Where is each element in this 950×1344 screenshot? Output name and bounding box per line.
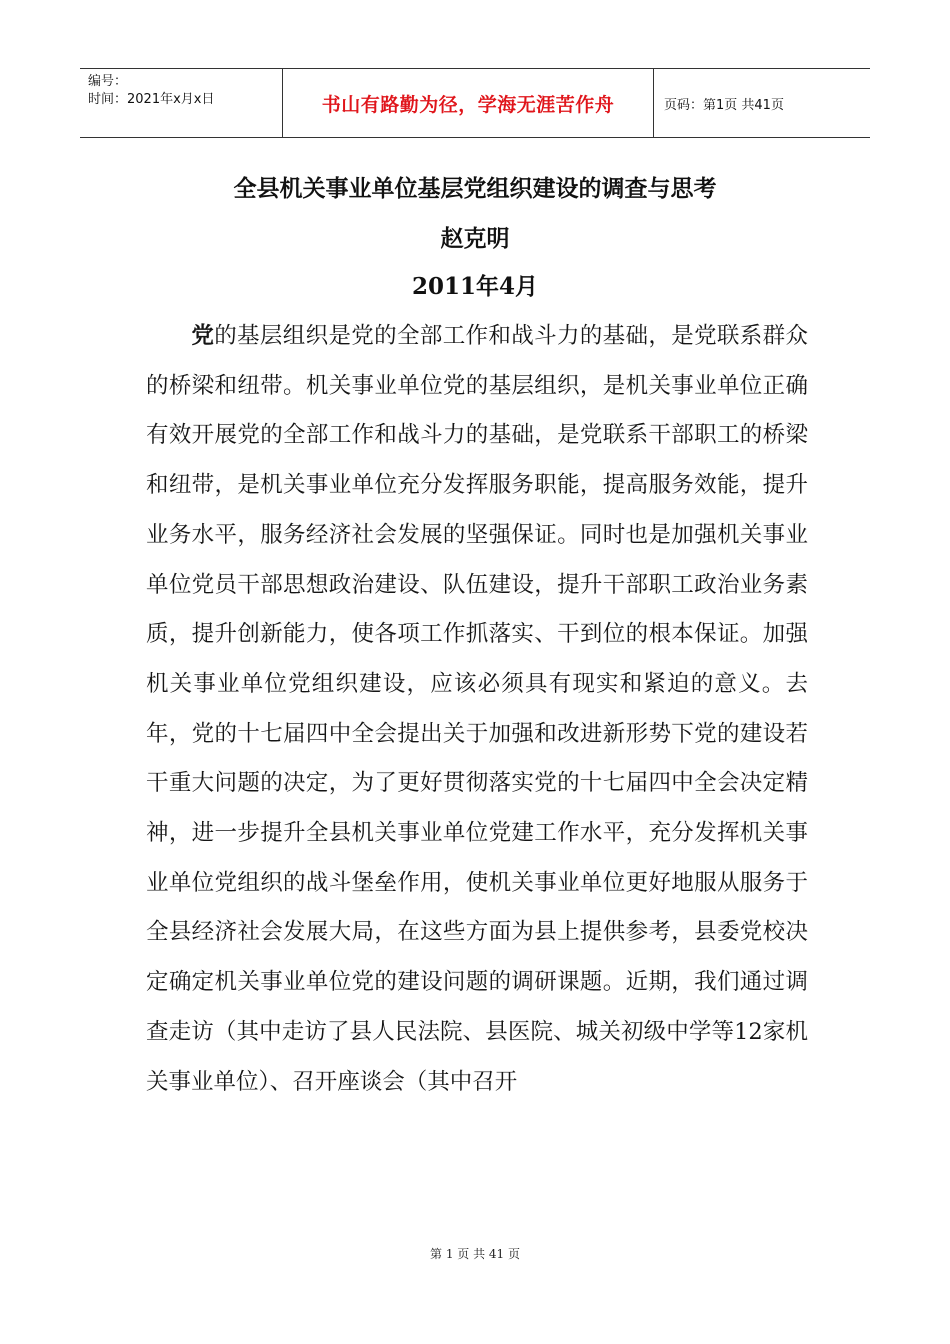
document-author: 赵克明	[440, 225, 510, 252]
time-label: 时间：2021年x月x日	[88, 92, 215, 107]
first-character: 党	[191, 323, 215, 349]
document-header	[80, 68, 870, 138]
body-paragraph	[146, 312, 808, 1107]
document-date: 2011年4月	[411, 273, 539, 300]
paragraph-text: 的基层组织是党的全部工作和战斗力的基础，是党联系群众的桥梁和纽带。机关事业单位党的基层组织，是机关事业单位正确有效开展党的全部工作和战斗力的基础，是党联系干部职工的桥梁和纽带，是机关事业单位充分发挥服务职能，提高服务效能，提升业务水平，服务经济社会发展的坚强保证。同时也是加强机关事业单位党员干部思想政治建设、队伍建设，提升干部职工政治业务素质，提升创新能力，使各项工作抓落实、干到位的根本保证。加强机关事业单位党组织建设，应该必须具有现实和紧迫的意义。去年，党的十七届四中全会提出关于加强和改进新形势下党的建设若干重大问题的决定，为了更好贯彻落实党的十七届四中全会决定精神，进一步提升全县机关事业单位党建工作水平，充分发挥机关事业单位党组织的战斗堡垒作用，使机关事业单位更好地服从服务于全县经济社会发展大局，在这些方面为县上提供参考，县委党校决定确定机关事业单位党的建设问题的调研课题。近期，我们通过调查走访（其中走访了县人民法院、县医院、城关初级中学等12家机关事业单位）、召开座谈会（其中召开	[146, 323, 808, 1095]
header-motto: 书山有路勤为径，学海无涯苦作舟	[282, 69, 654, 137]
header-meta	[80, 69, 282, 137]
page-footer: 第 1 页 共 41 页	[430, 1247, 520, 1261]
header-page-info: 页码：第1页 共41页	[664, 97, 784, 113]
document-title: 全县机关事业单位基层党组织建设的调查与思考	[233, 175, 717, 202]
number-label: 编号：	[88, 74, 128, 89]
